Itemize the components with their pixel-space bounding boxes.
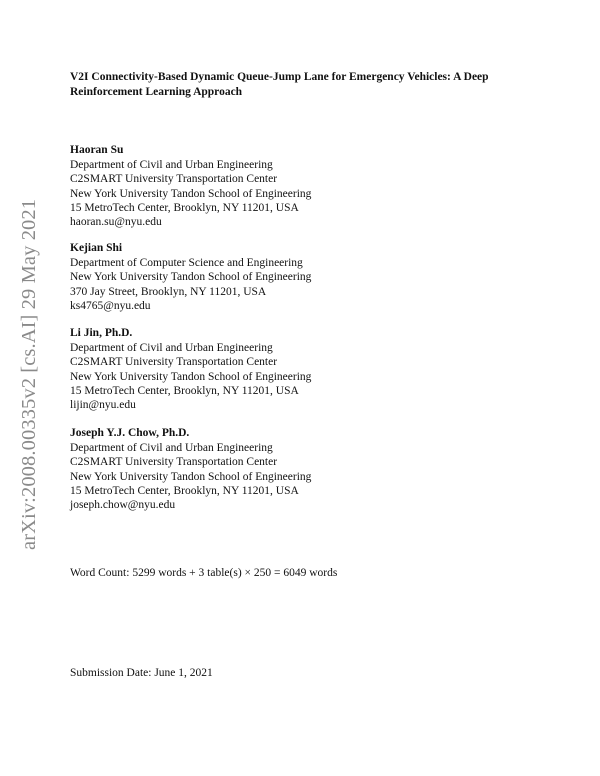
author-affiliation-line: New York University Tandon School of Engineering: [70, 470, 312, 483]
author-email: joseph.chow@nyu.edu: [70, 499, 176, 512]
author-email: lijin@nyu.edu: [70, 399, 136, 412]
author-affiliation-line: C2SMART University Transportation Center: [70, 173, 278, 186]
paper-title: [70, 70, 540, 100]
author-affiliation-line: C2SMART University Transportation Center: [70, 356, 278, 369]
paper-title-line-2: Reinforcement Learning Approach: [70, 86, 243, 98]
author-affiliation-line: Department of Civil and Urban Engineering: [70, 442, 273, 455]
author-email: ks4765@nyu.edu: [70, 299, 151, 312]
author-name: Li Jin, Ph.D.: [70, 327, 133, 339]
arxiv-stamp-container: [10, 198, 50, 555]
author-block-3: [70, 326, 530, 412]
author-block-1: [70, 143, 530, 229]
author-name: Joseph Y.J. Chow, Ph.D.: [70, 427, 190, 439]
author-name: Kejian Shi: [70, 242, 123, 254]
author-block-4: [70, 426, 530, 512]
submission-date: Submission Date: June 1, 2021: [70, 667, 213, 679]
author-affiliation-line: Department of Computer Science and Engineering: [70, 257, 303, 270]
author-address-line: 15 MetroTech Center, Brooklyn, NY 11201, USA: [70, 384, 299, 397]
author-affiliation-line: C2SMART University Transportation Center: [70, 456, 278, 469]
arxiv-identifier-stamp: arXiv:2008.00335v2 [cs.AI] 29 May 2021: [18, 198, 40, 550]
author-block-2: [70, 241, 530, 313]
author-affiliation-line: New York University Tandon School of Engineering: [70, 187, 312, 200]
word-count: Word Count: 5299 words + 3 table(s) × 250 = 6049 words: [70, 567, 338, 579]
author-name: Haoran Su: [70, 144, 124, 156]
author-address-line: 15 MetroTech Center, Brooklyn, NY 11201, USA: [70, 201, 299, 214]
paper-title-line-1: V2I Connectivity-Based Dynamic Queue-Jump Lane for Emergency Vehicles: A Deep: [70, 71, 489, 83]
author-affiliation-line: New York University Tandon School of Engineering: [70, 271, 312, 284]
author-address-line: 370 Jay Street, Brooklyn, NY 11201, USA: [70, 285, 267, 298]
author-affiliation-line: Department of Civil and Urban Engineering: [70, 342, 273, 355]
author-affiliation-line: New York University Tandon School of Engineering: [70, 370, 312, 383]
author-address-line: 15 MetroTech Center, Brooklyn, NY 11201, USA: [70, 484, 299, 497]
author-email: haoran.su@nyu.edu: [70, 216, 162, 229]
author-affiliation-line: Department of Civil and Urban Engineering: [70, 159, 273, 172]
